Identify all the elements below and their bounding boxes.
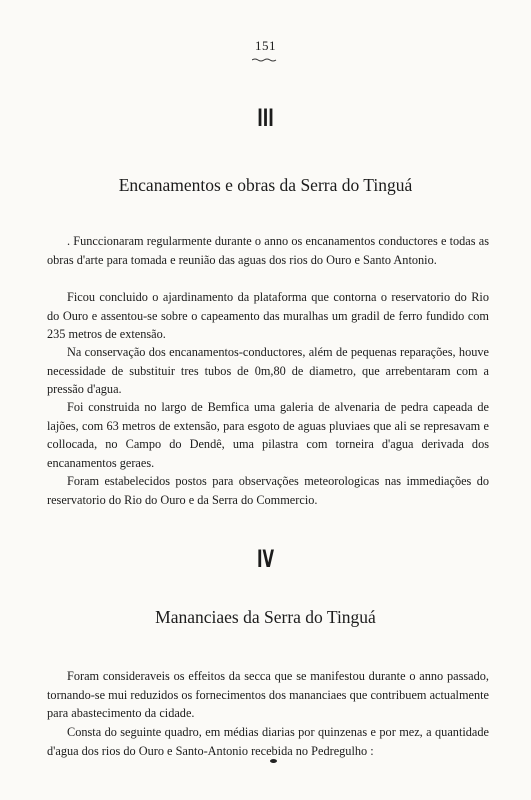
page-number-ornament — [252, 58, 278, 62]
paragraph: Consta do seguinte quadro, em médias diarias por quinzenas e por mez, a quantidade d'agua dos rios do Ouro e Santo-Antonio recebida no Pedregulho : — [47, 725, 489, 758]
section-numeral: IV — [256, 545, 275, 573]
section-numeral: III — [257, 104, 274, 132]
paragraph: . Funccionaram regularmente durante o anno os encanamentos conductores e todas as obras d'arte para tomada e reunião das aguas dos rios do Ouro e Santo Antonio. — [47, 234, 489, 267]
paragraph: Ficou concluido o ajardinamento da plataforma que contorna o reservatorio do Rio do Ouro e assentou-se sobre o capeamento das muralhas um gradil de ferro fundido com 235 metros de extensão. — [47, 290, 489, 342]
paragraph: Na conservação dos encanamentos-conductores, além de pequenas reparações, houve necessidade de substituir tres tubos de 0m,80 de diametro, que arrebentaram com a pressão d'agua. — [47, 345, 489, 397]
paragraph: Foram estabelecidos postos para observações meteorologicas nas immediações do reservatorio do Rio do Ouro e da Serra do Commercio. — [47, 474, 489, 507]
section-heading: Mananciaes da Serra do Tinguá — [155, 607, 376, 627]
paragraph: Foi construida no largo de Bemfica uma galeria de alvenaria de pedra capeada de lajões, com 63 metros de extensão, para esgoto de aguas pluviaes que ali se represavam e collocada, no Campo do Dendê, uma pilastra com torneira d'agua derivada dos encanamentos geraes. — [47, 400, 489, 470]
section-heading: Encanamentos e obras da Serra do Tinguá — [118, 175, 413, 195]
page-number: 151 — [255, 38, 276, 53]
ink-blot — [270, 759, 277, 763]
paragraph: Foram consideraveis os effeitos da secca que se manifestou durante o anno passado, tornando-se mui reduzidos os fornecimentos dos mananciaes que contribuem actualmente para abastecimento da cidade. — [47, 669, 489, 721]
